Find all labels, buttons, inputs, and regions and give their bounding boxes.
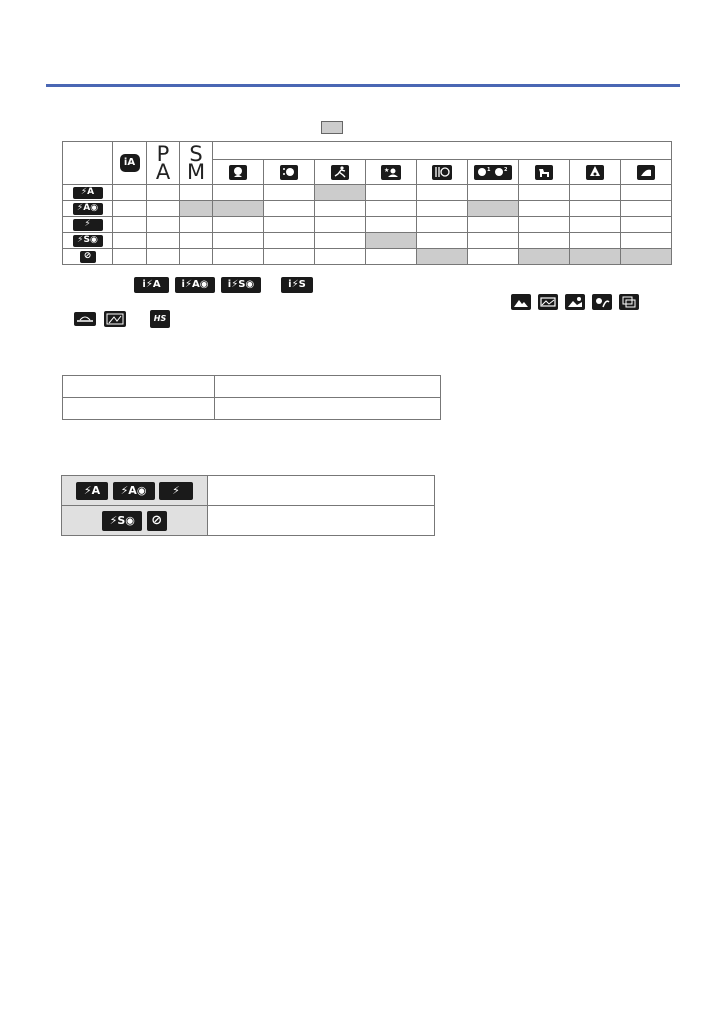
i-flash-auto-icon: i⚡A: [134, 277, 169, 293]
flash-slow-sync-red-eye-icon: ⚡S◉: [73, 235, 103, 247]
pet-icon: [535, 165, 553, 180]
table-cell: [180, 217, 213, 233]
table-cell: [417, 185, 468, 201]
flash-auto-red-eye-icon: ⚡A◉: [73, 203, 103, 215]
table-cell: [621, 201, 672, 217]
table-cell: [621, 233, 672, 249]
flash-availability-table: [62, 141, 672, 265]
candle-light-icon: [637, 165, 655, 180]
svg-text:2: 2: [504, 167, 508, 173]
table-cell: [366, 217, 417, 233]
row-header: [63, 185, 113, 201]
table-cell: [468, 249, 519, 265]
table-cell: [213, 201, 264, 217]
note-scene-icons: [511, 294, 639, 310]
sports-icon: [331, 165, 349, 180]
table-cell: [570, 185, 621, 201]
scene-header-night-portrait: [366, 160, 417, 185]
table-cell: [417, 201, 468, 217]
row-header: [63, 217, 113, 233]
s-mode-label: S: [189, 142, 203, 166]
intelligent-auto-icon: iA: [120, 154, 140, 172]
table-cell: [468, 217, 519, 233]
table-cell: [468, 233, 519, 249]
a-mode-label: A: [155, 160, 171, 184]
hdr-icon: [619, 294, 639, 310]
table-cell: [621, 217, 672, 233]
table-cell: [264, 249, 315, 265]
night-portrait-hand-icon: [592, 294, 612, 310]
flash-group-2: [62, 506, 208, 536]
table-row: [62, 476, 435, 506]
i-flash-auto-red-eye-icon: i⚡A◉: [175, 277, 215, 293]
night-scenery-icon: [565, 294, 585, 310]
table-cell: [519, 233, 570, 249]
table-cell: [180, 201, 213, 217]
party-icon: [586, 165, 604, 180]
high-speed-burst-icon: HS: [150, 310, 170, 328]
table-row: [63, 376, 441, 398]
scene-header-party: [570, 160, 621, 185]
i-flash-slow-sync-icon: i⚡S: [281, 277, 313, 293]
note-flash-icons: [134, 277, 313, 293]
table-cell: [213, 217, 264, 233]
table-cell: [213, 249, 264, 265]
table-cell: [315, 233, 366, 249]
table-cell: [570, 249, 621, 265]
sunset-icon: [74, 312, 96, 326]
panorama-icon: [538, 294, 558, 310]
table-cell: [570, 217, 621, 233]
table-cell: [417, 249, 468, 265]
m-mode-label: M: [186, 160, 206, 184]
flash-forced-off-icon: ⊘: [147, 511, 167, 531]
table-cell: [113, 217, 147, 233]
table-cell: [366, 201, 417, 217]
table-cell: [315, 217, 366, 233]
table-row: [63, 185, 672, 201]
baby-icon: [474, 165, 512, 180]
p-mode-label: P: [156, 142, 170, 166]
table-corner: [63, 142, 113, 185]
scene-header-portrait: [213, 160, 264, 185]
flash-auto-red-eye-icon: ⚡A◉: [113, 482, 155, 500]
table-cell: [180, 249, 213, 265]
section-rule: [46, 84, 680, 87]
food-icon: [432, 165, 452, 180]
flash-forced-off-icon: ⊘: [80, 251, 96, 263]
flash-slow-sync-red-eye-icon: ⚡S◉: [102, 511, 142, 531]
table-row: [63, 249, 672, 265]
table-cell: [570, 233, 621, 249]
glass-through-icon: [104, 311, 126, 327]
mode-header-pa: [147, 142, 180, 185]
scene-header-candle-light: [621, 160, 672, 185]
scene-header-food: [417, 160, 468, 185]
scene-header-pet: [519, 160, 570, 185]
table-row: [63, 201, 672, 217]
table-row: [62, 506, 435, 536]
table-cell: [147, 201, 180, 217]
table-cell: [113, 201, 147, 217]
table-cell: [366, 185, 417, 201]
table-cell: [315, 249, 366, 265]
table-cell: [180, 185, 213, 201]
table-cell: [570, 201, 621, 217]
table-cell: [519, 217, 570, 233]
mode-header-ia: [113, 142, 147, 185]
flash-forced-on-icon: ⚡: [73, 219, 103, 231]
scene-header-sports: [315, 160, 366, 185]
table-cell: [315, 185, 366, 201]
table-cell: [315, 201, 366, 217]
scene-header-baby: [468, 160, 519, 185]
flash-group-table: [61, 475, 435, 536]
table-cell: [264, 233, 315, 249]
mode-header-sm: [180, 142, 213, 185]
table-cell: [264, 217, 315, 233]
night-portrait-icon: [381, 165, 401, 180]
flash-auto-icon: ⚡A: [76, 482, 108, 500]
table-cell: [264, 185, 315, 201]
soft-skin-icon: [280, 165, 298, 180]
flash-group-1: [62, 476, 208, 506]
table-cell: [264, 201, 315, 217]
svg-text:★: ★: [384, 167, 390, 174]
table-cell: [180, 233, 213, 249]
table-row: [63, 398, 441, 420]
table-cell: [213, 185, 264, 201]
table-cell: [113, 249, 147, 265]
i-flash-slow-sync-red-eye-icon: i⚡S◉: [221, 277, 261, 293]
table-cell: [468, 185, 519, 201]
table-cell: [519, 185, 570, 201]
scene-mode-header: [213, 142, 672, 160]
flash-auto-icon: ⚡A: [73, 187, 103, 199]
table-cell: [519, 201, 570, 217]
table-cell: [621, 185, 672, 201]
table-cell: [213, 233, 264, 249]
table-cell: [621, 249, 672, 265]
note-scene-icons-2: [74, 310, 170, 328]
scene-header-soft-skin: [264, 160, 315, 185]
row-header: [63, 249, 113, 265]
middle-table: [62, 375, 441, 420]
table-cell: [147, 217, 180, 233]
row-header: [63, 233, 113, 249]
table-row: [63, 233, 672, 249]
portrait-icon: [229, 165, 247, 180]
scenery-icon: [511, 294, 531, 310]
flash-forced-on-icon: ⚡: [159, 482, 193, 500]
row-header: [63, 201, 113, 217]
table-cell: [147, 233, 180, 249]
table-cell: [147, 249, 180, 265]
shaded-legend-box: [321, 121, 343, 134]
table-cell: [113, 233, 147, 249]
table-cell: [113, 185, 147, 201]
table-row: [63, 217, 672, 233]
svg-text:1: 1: [487, 167, 491, 173]
table-cell: [519, 249, 570, 265]
table-cell: [366, 233, 417, 249]
table-cell: [366, 249, 417, 265]
table-cell: [417, 217, 468, 233]
table-cell: [147, 185, 180, 201]
table-cell: [468, 201, 519, 217]
table-cell: [417, 233, 468, 249]
